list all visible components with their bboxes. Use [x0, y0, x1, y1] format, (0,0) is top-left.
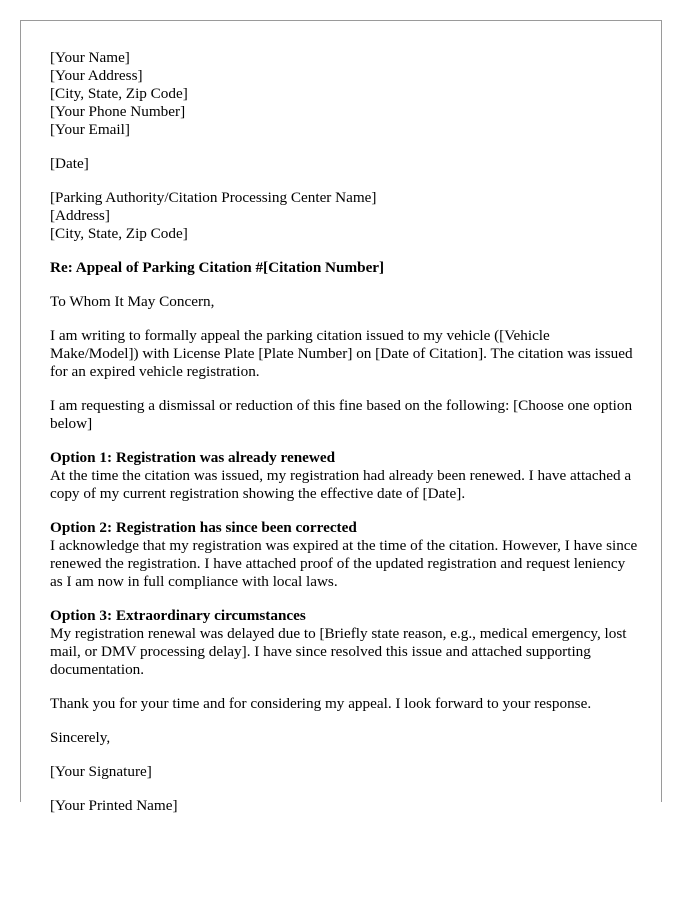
- recipient-city-state-zip: [City, State, Zip Code]: [50, 225, 188, 242]
- option-3-text: My registration renewal was delayed due to [Briefly state reason, e.g., medical emergency, lost mail, or DMV processing delay]. I have since resolved this issue and attached supporting documentation.: [50, 625, 627, 678]
- sender-email: [Your Email]: [50, 121, 130, 138]
- intro-paragraph: I am writing to formally appeal the parking citation issued to my vehicle ([Vehicle Make/Model]) with License Plate [Plate Number] on [Date of Citation]. The citation was issued for an expired vehicle registration.: [50, 327, 633, 380]
- option-1-title: Option 1: Registration was already renewed: [50, 449, 336, 466]
- sender-city-state-zip: [City, State, Zip Code]: [50, 85, 188, 102]
- printed-name: [Your Printed Name]: [50, 797, 178, 814]
- letter-date: [Date]: [50, 155, 89, 172]
- date-block: [50, 155, 640, 173]
- closing-paragraph: Thank you for your time and for considering my appeal. I look forward to your response.: [50, 695, 592, 712]
- option-1-text: At the time the citation was issued, my registration had already been renewed. I have attached a copy of my current registration showing the effective date of [Date].: [50, 467, 632, 502]
- option-3: [50, 607, 640, 679]
- option-2: [50, 519, 640, 591]
- option-3-title: Option 3: Extraordinary circumstances: [50, 607, 306, 624]
- sender-block: [50, 49, 640, 139]
- sender-phone: [Your Phone Number]: [50, 103, 186, 120]
- salutation: To Whom It May Concern,: [50, 293, 215, 310]
- recipient-address: [Address]: [50, 207, 110, 224]
- option-2-title: Option 2: Registration has since been corrected: [50, 519, 357, 536]
- sign-off: Sincerely,: [50, 729, 111, 746]
- letter-page: [20, 20, 662, 814]
- sender-name: [Your Name]: [50, 49, 130, 66]
- signature: [Your Signature]: [50, 763, 152, 780]
- letter-content: [50, 49, 640, 831]
- subject-line: Re: Appeal of Parking Citation #[Citation Number]: [50, 259, 385, 276]
- recipient-name: [Parking Authority/Citation Processing Center Name]: [50, 189, 377, 206]
- option-2-text: I acknowledge that my registration was expired at the time of the citation. However, I have since renewed the registration. I have attached proof of the updated registration and request leniency as I am now in full compliance with local laws.: [50, 537, 638, 590]
- option-1: [50, 449, 640, 503]
- request-paragraph: I am requesting a dismissal or reduction of this fine based on the following: [Choose one option below]: [50, 397, 633, 432]
- recipient-block: [50, 189, 640, 243]
- sender-address: [Your Address]: [50, 67, 143, 84]
